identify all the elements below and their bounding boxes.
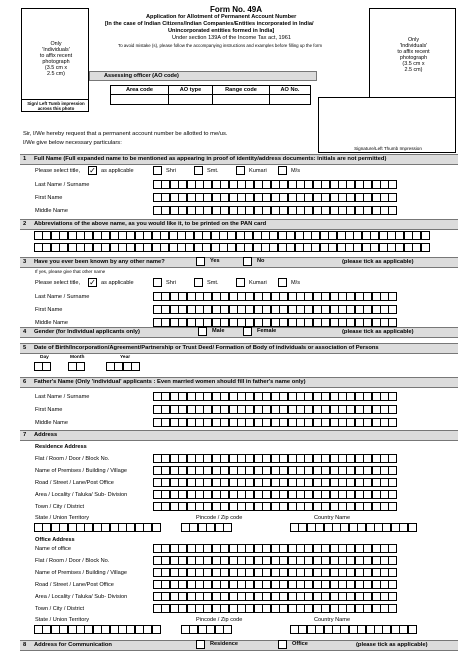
- char-box[interactable]: [388, 604, 397, 613]
- kumari-label: Kumari: [249, 168, 267, 174]
- off-flat-label: Flat / Room / Door / Block No.: [35, 558, 110, 564]
- section-5-header: 5 Date of Birth/Incorporation/Agreement/Partnership or Trust Deed/ Formation of Body of individuals or association of Persons: [20, 343, 458, 354]
- char-box[interactable]: [388, 405, 397, 414]
- if-yes-note: If yes, please give that other name: [35, 269, 106, 274]
- res-country-boxes[interactable]: [290, 523, 416, 532]
- off-area-boxes[interactable]: [153, 592, 397, 601]
- left-sign-label: Sign/ Left Tumb impression: [27, 101, 85, 106]
- res-premises-label: Name of Premises / Building / Village: [35, 468, 127, 474]
- char-box[interactable]: [388, 318, 397, 327]
- off-road-boxes[interactable]: [153, 580, 397, 589]
- other-kumari-checkbox[interactable]: [236, 278, 245, 287]
- ao-code-label: Assessing officer (AO code): [104, 73, 179, 79]
- char-box[interactable]: [388, 305, 397, 314]
- shri-checkbox[interactable]: [153, 166, 162, 175]
- char-box[interactable]: [388, 292, 397, 301]
- char-box[interactable]: [421, 231, 430, 240]
- char-box[interactable]: [223, 523, 232, 532]
- ao-code-bar: [89, 71, 317, 81]
- char-box[interactable]: [388, 568, 397, 577]
- range-code-header: Range code: [213, 86, 270, 95]
- char-box[interactable]: [388, 490, 397, 499]
- char-box[interactable]: [388, 592, 397, 601]
- section-7-header: 7 Address: [20, 430, 458, 441]
- other-kumari-label: Kumari: [249, 280, 267, 286]
- off-pincode-boxes[interactable]: [181, 625, 231, 634]
- char-box[interactable]: [152, 625, 161, 634]
- res-road-label: Road / Street / Lane/Post Office: [35, 480, 114, 486]
- char-box[interactable]: [388, 466, 397, 475]
- as-applicable-label: as applicable: [101, 168, 134, 174]
- section-3-header: 3 Have you ever been known by any other name? (please tick as applicable): [20, 257, 458, 268]
- middle-name-label: Middle Name: [35, 208, 68, 214]
- last-name-label: Last Name / Surname: [35, 182, 90, 188]
- left-signature-strip[interactable]: [21, 99, 89, 112]
- section-8-tick-note: (please tick as applicable): [356, 642, 428, 648]
- other-smt-checkbox[interactable]: [194, 278, 203, 287]
- comm-office-label: Office: [292, 641, 308, 647]
- kumari-checkbox[interactable]: [236, 166, 245, 175]
- day-label: Day: [40, 355, 49, 360]
- comm-office-checkbox[interactable]: [278, 640, 287, 649]
- other-name-no-checkbox[interactable]: [243, 257, 252, 266]
- form-subtitle-2: Unincorporated entities formed in India]: [168, 28, 275, 34]
- first-name-boxes[interactable]: [153, 193, 397, 202]
- section-3-tick-note: (please tick as applicable): [342, 259, 414, 265]
- off-state-label: State / Union Territory: [35, 617, 89, 623]
- intro-line-2: I/We give below necessary particulars:: [23, 140, 122, 146]
- section-6-header: 6 Father's Name (Only 'individual' applicants : Even married women should fill in father's name only): [20, 377, 458, 388]
- left-photo-box[interactable]: [21, 8, 89, 100]
- char-box[interactable]: [388, 454, 397, 463]
- year-label: Year: [120, 355, 131, 360]
- section-5-label: Date of Birth/Incorporation/Agreement/Partnership or Trust Deed/ Formation of Body of individuals or association of Persons: [34, 345, 379, 351]
- section-6-label: Father's Name (Only 'individual' applicants : Even married women should fill in father's name only): [34, 379, 306, 385]
- off-pincode-label: Pincode / Zip code: [196, 617, 243, 623]
- res-flat-label: Flat / Room / Door / Block No.: [35, 456, 110, 462]
- ao-type-header: AO type: [169, 86, 213, 95]
- char-box[interactable]: [131, 362, 140, 371]
- form-number: Form No. 49A: [210, 5, 263, 14]
- right-sign-label: Signature/Left Thumb Impression: [354, 146, 422, 151]
- res-premises-boxes[interactable]: [153, 466, 397, 475]
- off-town-boxes[interactable]: [153, 604, 397, 613]
- form-title: Application for Allotment of Permanent Account Number: [146, 14, 297, 20]
- char-box[interactable]: [421, 243, 430, 252]
- res-pincode-label: Pincode / Zip code: [196, 515, 243, 521]
- res-town-boxes[interactable]: [153, 502, 397, 511]
- first-name-label: First Name: [35, 195, 63, 201]
- other-name-yes-label: Yes: [210, 258, 220, 264]
- range-code-cell[interactable]: [213, 95, 270, 105]
- father-last-name-label: Last Name / Surname: [35, 394, 90, 400]
- other-middle-name-label: Middle Name: [35, 320, 68, 326]
- other-shri-checkbox[interactable]: [153, 278, 162, 287]
- char-box[interactable]: [42, 362, 51, 371]
- male-checkbox[interactable]: [198, 327, 207, 336]
- off-road-label: Road / Street / Lane/Post Office: [35, 582, 114, 588]
- off-premises-label: Name of Premises / Building / Village: [35, 570, 127, 576]
- char-box[interactable]: [388, 193, 397, 202]
- ao-no-header: AO No.: [270, 86, 311, 95]
- residence-address-heading: Residence Address: [35, 444, 87, 450]
- section-4-tick-note: (please tick as applicable): [342, 329, 414, 335]
- other-middle-name-boxes[interactable]: [153, 318, 397, 327]
- char-box[interactable]: [388, 556, 397, 565]
- off-flat-boxes[interactable]: [153, 556, 397, 565]
- comm-residence-checkbox[interactable]: [196, 640, 205, 649]
- char-box[interactable]: [388, 478, 397, 487]
- char-box[interactable]: [388, 392, 397, 401]
- ao-no-cell[interactable]: [270, 95, 311, 105]
- instruction-note: To avoid mistake (s), please follow the accompanying instructions and examples before filling up the form: [118, 43, 323, 48]
- off-name-boxes[interactable]: [153, 544, 397, 553]
- char-box[interactable]: [388, 418, 397, 427]
- res-state-boxes[interactable]: [34, 523, 160, 532]
- father-middle-name-boxes[interactable]: [153, 418, 397, 427]
- right-photo-box[interactable]: [369, 8, 456, 98]
- char-box[interactable]: [408, 625, 417, 634]
- section-8-label: Address for Communication: [34, 642, 112, 648]
- left-photo-instructions: Only 'Individuals' to affix recent photograph (3.5 cm x 2.5 cm): [39, 41, 73, 77]
- dob-month-boxes[interactable]: [68, 362, 85, 371]
- res-pincode-boxes[interactable]: [181, 523, 231, 532]
- other-select-title-label: Please select title,: [35, 280, 81, 286]
- section-2-label: Abbreviations of the above name, as you would like it, to be printed on the PAN card: [34, 221, 267, 227]
- off-area-label: Area / Locality / Taluka/ Sub- Division: [35, 594, 128, 600]
- res-town-label: Town / City / District: [35, 504, 85, 510]
- res-flat-boxes[interactable]: [153, 454, 397, 463]
- other-title-checkbox[interactable]: ✓: [89, 278, 96, 287]
- off-town-label: Town / City / District: [35, 606, 85, 612]
- off-country-label: Country Name: [314, 617, 351, 623]
- off-country-boxes[interactable]: [290, 625, 416, 634]
- res-country-label: Country Name: [314, 515, 351, 521]
- section-2-header: 2 Abbreviations of the above name, as you would like it, to be printed on the PAN card: [20, 219, 458, 230]
- char-box[interactable]: [152, 523, 161, 532]
- smt-checkbox[interactable]: [194, 166, 203, 175]
- char-box[interactable]: [76, 362, 85, 371]
- other-first-name-boxes[interactable]: [153, 305, 397, 314]
- other-name-yes-checkbox[interactable]: [196, 257, 205, 266]
- other-ms-checkbox[interactable]: [278, 278, 287, 287]
- ms-label: M/s: [291, 168, 301, 174]
- off-premises-boxes[interactable]: [153, 568, 397, 577]
- intro-line-1: Sir, I/We hereby request that a permanent account number be allotted to me/us.: [23, 131, 228, 137]
- other-last-name-boxes[interactable]: [153, 292, 397, 301]
- off-state-boxes[interactable]: [34, 625, 160, 634]
- other-ms-label: M/s: [291, 280, 301, 286]
- last-name-boxes[interactable]: [153, 180, 397, 189]
- res-state-label: State / Union Territory: [35, 515, 89, 521]
- other-smt-label: Smt.: [207, 280, 219, 286]
- middle-name-boxes[interactable]: [153, 206, 397, 215]
- dob-year-boxes[interactable]: [106, 362, 140, 371]
- comm-residence-label: Residence: [210, 641, 238, 647]
- female-checkbox[interactable]: [243, 327, 252, 336]
- section-7-label: Address: [34, 432, 58, 438]
- res-area-boxes[interactable]: [153, 490, 397, 499]
- form-subtitle: [In the case of Indian Citizens/Indian Companies/Entities incorporated in India/: [105, 21, 314, 27]
- smt-label: Smt.: [207, 168, 219, 174]
- right-signature-box[interactable]: [318, 97, 456, 153]
- select-title-label: Please select title,: [35, 168, 81, 174]
- char-box[interactable]: [388, 544, 397, 553]
- section-reference: Under section 139A of the Income Tax act, 1961: [172, 35, 291, 41]
- title-checkbox[interactable]: ✓: [89, 166, 96, 175]
- other-shri-label: Shri: [166, 280, 176, 286]
- other-as-applicable-label: as applicable: [101, 280, 134, 286]
- res-road-boxes[interactable]: [153, 478, 397, 487]
- father-first-name-label: First Name: [35, 407, 63, 413]
- char-box[interactable]: [388, 206, 397, 215]
- right-photo-instructions: Only 'Individuals' to affix recent photograph (3.5 cm x 2.5 cm): [397, 37, 430, 73]
- dob-day-boxes[interactable]: [34, 362, 51, 371]
- abbreviation-boxes-1[interactable]: [34, 231, 429, 240]
- ao-code-table: [110, 85, 311, 105]
- shri-label: Shri: [166, 168, 176, 174]
- section-4-label: Gender (for Individual applicants only): [34, 329, 140, 335]
- father-last-name-boxes[interactable]: [153, 392, 397, 401]
- char-box[interactable]: [388, 502, 397, 511]
- char-box[interactable]: [223, 625, 232, 634]
- left-sign-label-2: across this photo: [37, 106, 75, 111]
- father-middle-name-label: Middle Name: [35, 420, 68, 426]
- char-box[interactable]: [388, 580, 397, 589]
- char-box[interactable]: [408, 523, 417, 532]
- month-label: Month: [70, 355, 85, 360]
- ms-checkbox[interactable]: [278, 166, 287, 175]
- char-box[interactable]: [388, 180, 397, 189]
- ao-type-cell[interactable]: [169, 95, 213, 105]
- father-first-name-boxes[interactable]: [153, 405, 397, 414]
- area-code-header: Area code: [111, 86, 169, 95]
- section-1-label: Full Name (Full expanded name to be mentioned as appearing in proof of identity/address documents: initials are not permitted): [34, 156, 387, 162]
- other-first-name-label: First Name: [35, 307, 63, 313]
- other-last-name-label: Last Name / Surname: [35, 294, 90, 300]
- section-3-label: Have you ever been known by any other name?: [34, 259, 165, 265]
- other-name-no-label: No: [257, 258, 265, 264]
- area-code-cell[interactable]: [111, 95, 169, 105]
- male-label: Male: [212, 328, 225, 334]
- female-label: Female: [257, 328, 277, 334]
- off-name-label: Name of office: [35, 546, 71, 552]
- section-8-header: 8 Address for Communication (please tick as applicable): [20, 640, 458, 651]
- office-address-heading: Office Address: [35, 537, 75, 543]
- abbreviation-boxes-2[interactable]: [34, 243, 429, 252]
- section-1-header: 1 Full Name (Full expanded name to be mentioned as appearing in proof of identity/address documents: initials are not permitted): [20, 154, 458, 165]
- section-4-header: 4 Gender (for Individual applicants only) (please tick as applicable): [20, 327, 458, 338]
- res-area-label: Area / Locality / Taluka/ Sub- Division: [35, 492, 128, 498]
